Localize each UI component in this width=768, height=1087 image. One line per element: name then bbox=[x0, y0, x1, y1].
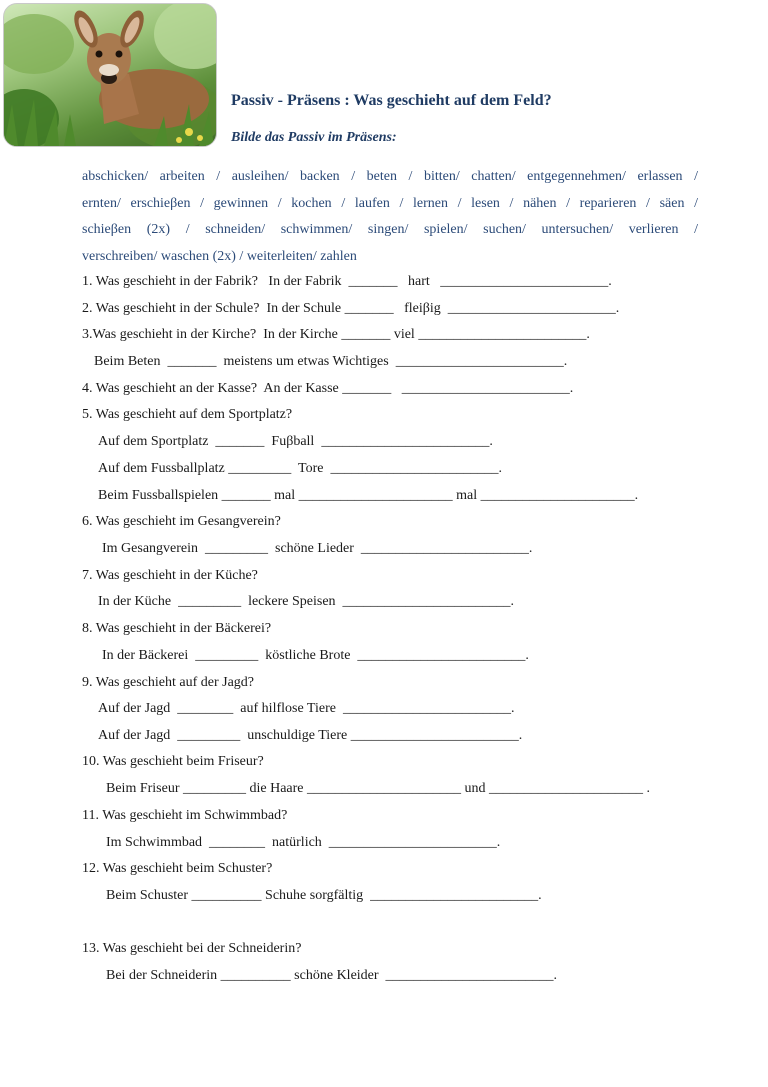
exercise-5a: Auf dem Sportplatz _______ Fuβball ________________________. bbox=[98, 434, 493, 449]
verb-line: schieβen (2x) / schneiden/ schwimmen/ singen/ spielen/ suchen/ untersuchen/ verlieren / bbox=[82, 222, 698, 238]
exercise-8a: In der Bäckerei _________ köstliche Brote ________________________. bbox=[102, 648, 529, 663]
exercise-10: 10. Was geschieht beim Friseur? bbox=[82, 754, 264, 769]
verb-line: abschicken/ arbeiten / ausleihen/ backen / beten / bitten/ chatten/ entgegennehmen/ erlassen / bbox=[82, 169, 698, 184]
exercise-12: 12. Was geschieht beim Schuster? bbox=[82, 861, 273, 876]
deer-fawn-photo bbox=[3, 3, 217, 147]
exercise-7a: In der Küche _________ leckere Speisen ________________________. bbox=[98, 594, 515, 609]
exercise-9b: Auf der Jagd _________ unschuldige Tiere ________________________. bbox=[98, 728, 523, 743]
exercise-9: 9. Was geschieht auf der Jagd? bbox=[82, 675, 254, 690]
exercise-7: 7. Was geschieht in der Küche? bbox=[82, 568, 258, 583]
exercise-11: 11. Was geschieht im Schwimmbad? bbox=[82, 808, 288, 823]
page-title: Passiv - Präsens : Was geschieht auf dem Feld? bbox=[231, 92, 552, 109]
exercise-5: 5. Was geschieht auf dem Sportplatz? bbox=[82, 407, 293, 422]
verb-line: verschreiben/ waschen (2x) / weiterleiten/ zahlen bbox=[82, 248, 357, 264]
instruction-subtitle: Bilde das Passiv im Präsens: bbox=[231, 130, 397, 145]
exercise-5b: Auf dem Fussballplatz _________ Tore ________________________. bbox=[98, 461, 502, 476]
verb-list bbox=[82, 164, 698, 270]
exercise-10a: Beim Friseur _________ die Haare ______________________ und ______________________ . bbox=[106, 781, 651, 796]
verb-line: ernten/ erschieβen / gewinnen / kochen / laufen / lernen / lesen / nähen / reparieren / säen / bbox=[82, 195, 698, 211]
exercise-11a: Im Schwimmbad ________ natürlich ________________________. bbox=[106, 835, 501, 850]
exercise-12a: Beim Schuster __________ Schuhe sorgfältig ________________________. bbox=[106, 888, 542, 903]
deer-illustration bbox=[4, 4, 216, 146]
exercise-3-sub: Beim Beten _______ meistens um etwas Wichtiges ________________________. bbox=[94, 354, 568, 369]
exercise-2: 2. Was geschieht in der Schule? In der Schule _______ fleiβig ________________________. bbox=[82, 301, 620, 316]
exercise-6a: Im Gesangverein _________ schöne Lieder ________________________. bbox=[102, 541, 533, 556]
exercise-6: 6. Was geschieht im Gesangverein? bbox=[82, 514, 281, 529]
exercise-8: 8. Was geschieht in der Bäckerei? bbox=[82, 621, 272, 636]
exercise-13a: Bei der Schneiderin __________ schöne Kleider ________________________. bbox=[106, 968, 558, 983]
exercise-3: 3.Was geschieht in der Kirche? In der Kirche _______ viel ________________________. bbox=[82, 327, 590, 342]
exercise-9a: Auf der Jagd ________ auf hilflose Tiere ________________________. bbox=[98, 701, 515, 716]
exercise-1: 1. Was geschieht in der Fabrik? In der Fabrik _______ hart ________________________. bbox=[82, 274, 612, 289]
exercise-5c: Beim Fussballspielen _______ mal ______________________ mal ______________________. bbox=[98, 488, 639, 503]
exercise-13: 13. Was geschieht bei der Schneiderin? bbox=[82, 941, 302, 956]
exercise-4: 4. Was geschieht an der Kasse? An der Kasse _______ ________________________. bbox=[82, 381, 574, 396]
